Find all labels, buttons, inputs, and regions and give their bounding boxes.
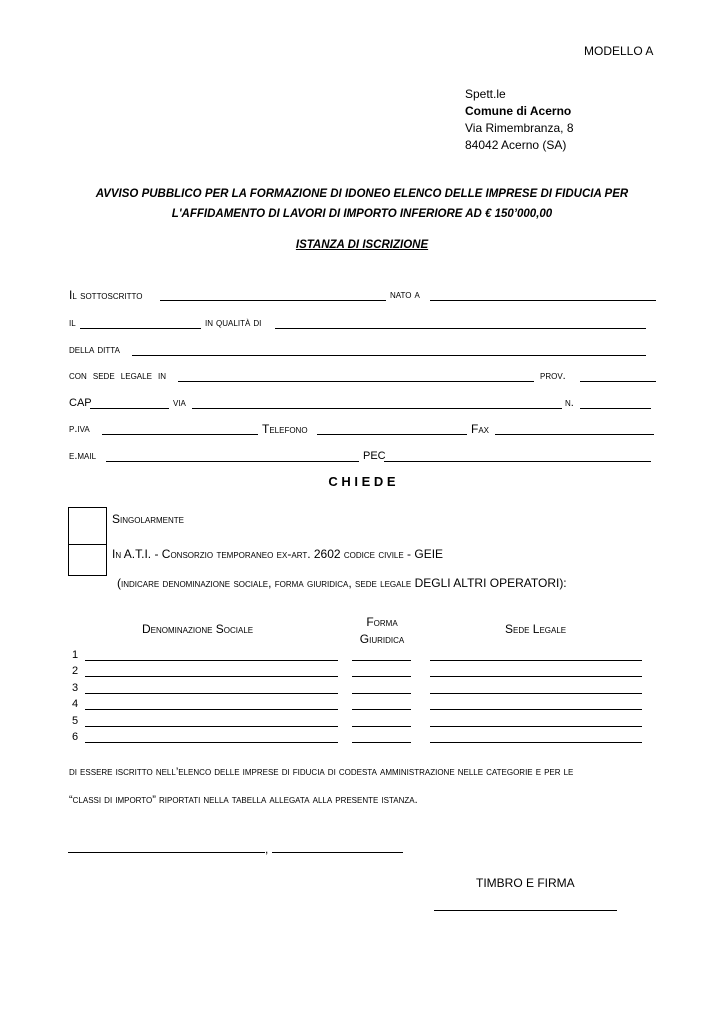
operator-sede-field[interactable] xyxy=(430,676,642,677)
il-field[interactable] xyxy=(80,328,201,329)
operator-row-number: 2 xyxy=(72,665,79,678)
via-field[interactable] xyxy=(192,408,562,409)
fax-field[interactable] xyxy=(495,434,654,435)
operator-row-number: 6 xyxy=(72,731,79,743)
label-nato-a: nato a xyxy=(390,289,420,301)
label-il: il xyxy=(69,317,76,329)
request-heading: C H I E D E xyxy=(328,474,396,489)
telefono-field[interactable] xyxy=(317,434,467,435)
checkbox-singolarmente[interactable] xyxy=(68,507,107,545)
recipient-city: 84042 Acerno (SA) xyxy=(465,138,567,152)
date-field[interactable] xyxy=(272,852,403,853)
ati-instruction-part2: DEGLI ALTRI OPERATORI): xyxy=(414,576,567,590)
operator-row-number: 5 xyxy=(72,714,79,727)
operator-row-number: 1 xyxy=(72,649,79,661)
checkbox-ati[interactable] xyxy=(68,544,107,576)
col-sede-legale: Sede Legale xyxy=(505,622,567,636)
sede-legale-field[interactable] xyxy=(178,381,534,382)
sottoscritto-field[interactable] xyxy=(160,300,386,301)
col-forma-giuridica xyxy=(350,614,414,648)
notice-title xyxy=(0,184,724,224)
pec-field[interactable] xyxy=(384,461,651,462)
label-sottoscritto: Il sottoscritto xyxy=(69,288,143,302)
operator-sede-field[interactable] xyxy=(430,726,642,727)
comma-separator: , xyxy=(265,842,269,856)
operator-denominazione-field[interactable] xyxy=(85,693,338,694)
label-della-ditta: della ditta xyxy=(69,344,120,356)
cap-field[interactable] xyxy=(90,408,169,409)
operator-denominazione-field[interactable] xyxy=(85,660,338,661)
operator-denominazione-field[interactable] xyxy=(85,726,338,727)
operator-sede-field[interactable] xyxy=(430,693,642,694)
ati-instruction-part1: (indicare denominazione sociale, forma giuridica, sede legale xyxy=(117,576,415,590)
model-label: MODELLO A xyxy=(584,44,654,58)
operator-forma-field[interactable] xyxy=(352,709,411,710)
email-field[interactable] xyxy=(106,461,359,462)
operator-forma-field[interactable] xyxy=(352,660,411,661)
operator-denominazione-field[interactable] xyxy=(85,709,338,710)
label-fax: Fax xyxy=(471,422,490,436)
label-prov: prov. xyxy=(540,370,566,382)
label-sede-legale: con sede legale in xyxy=(69,370,167,382)
operator-forma-field[interactable] xyxy=(352,676,411,677)
operator-row-number: 4 xyxy=(72,698,79,711)
recipient-street: Via Rimembranza, 8 xyxy=(465,121,574,135)
declaration-line2: “classi di importo” riportati nella tabella allegata alla presente istanza. xyxy=(69,794,418,806)
col-denominazione: Denominazione Sociale xyxy=(142,622,254,636)
civic-number-field[interactable] xyxy=(580,408,651,409)
signature-field[interactable] xyxy=(434,910,617,911)
operator-forma-field[interactable] xyxy=(352,742,411,743)
option-ati-label: In A.T.I. - Consorzio temporaneo ex-art. 2602 codice civile - GEIE xyxy=(112,547,444,561)
label-pec: PEC xyxy=(363,450,386,462)
operator-denominazione-field[interactable] xyxy=(85,676,338,677)
label-telefono: Telefono xyxy=(262,422,308,436)
operator-sede-field[interactable] xyxy=(430,742,642,743)
label-piva: p.iva xyxy=(69,423,90,435)
label-cap: CAP xyxy=(69,397,92,409)
ati-instruction xyxy=(117,576,567,590)
recipient-name: Comune di Acerno xyxy=(465,104,572,118)
operator-denominazione-field[interactable] xyxy=(85,742,338,743)
notice-title-line1: AVVISO PUBBLICO PER LA FORMAZIONE DI IDONEO ELENCO DELLE IMPRESE DI FIDUCIA PER xyxy=(95,188,629,200)
recipient-block xyxy=(465,86,574,154)
notice-title-line2: L'AFFIDAMENTO DI LAVORI DI IMPORTO INFERIORE AD € 150’000,00 xyxy=(171,208,553,220)
label-via: via xyxy=(173,397,186,409)
place-field[interactable] xyxy=(68,852,265,853)
in-qualita-di-field[interactable] xyxy=(275,328,646,329)
label-in-qualita-di: in qualità di xyxy=(205,317,262,329)
col-forma-line1: Forma xyxy=(366,615,398,629)
operator-sede-field[interactable] xyxy=(430,709,642,710)
operator-forma-field[interactable] xyxy=(352,726,411,727)
della-ditta-field[interactable] xyxy=(132,355,646,356)
prov-field[interactable] xyxy=(580,381,656,382)
notice-subtitle: ISTANZA DI ISCRIZIONE xyxy=(295,239,429,251)
operator-forma-field[interactable] xyxy=(352,693,411,694)
signature-label: TIMBRO E FIRMA xyxy=(476,876,575,890)
operator-row-number: 3 xyxy=(72,681,79,694)
piva-field[interactable] xyxy=(102,434,258,435)
operator-sede-field[interactable] xyxy=(430,660,642,661)
recipient-salutation: Spett.le xyxy=(465,87,506,101)
col-forma-line2: Giuridica xyxy=(359,632,405,646)
label-email: e.mail xyxy=(69,450,97,462)
declaration-line1: di essere iscritto nell’elenco delle imprese di fiducia di codesta amministrazione nelle categorie e per le xyxy=(69,766,574,778)
option-singolarmente-label: Singolarmente xyxy=(112,512,185,526)
nato-a-field[interactable] xyxy=(430,300,656,301)
label-n: n. xyxy=(565,397,574,409)
